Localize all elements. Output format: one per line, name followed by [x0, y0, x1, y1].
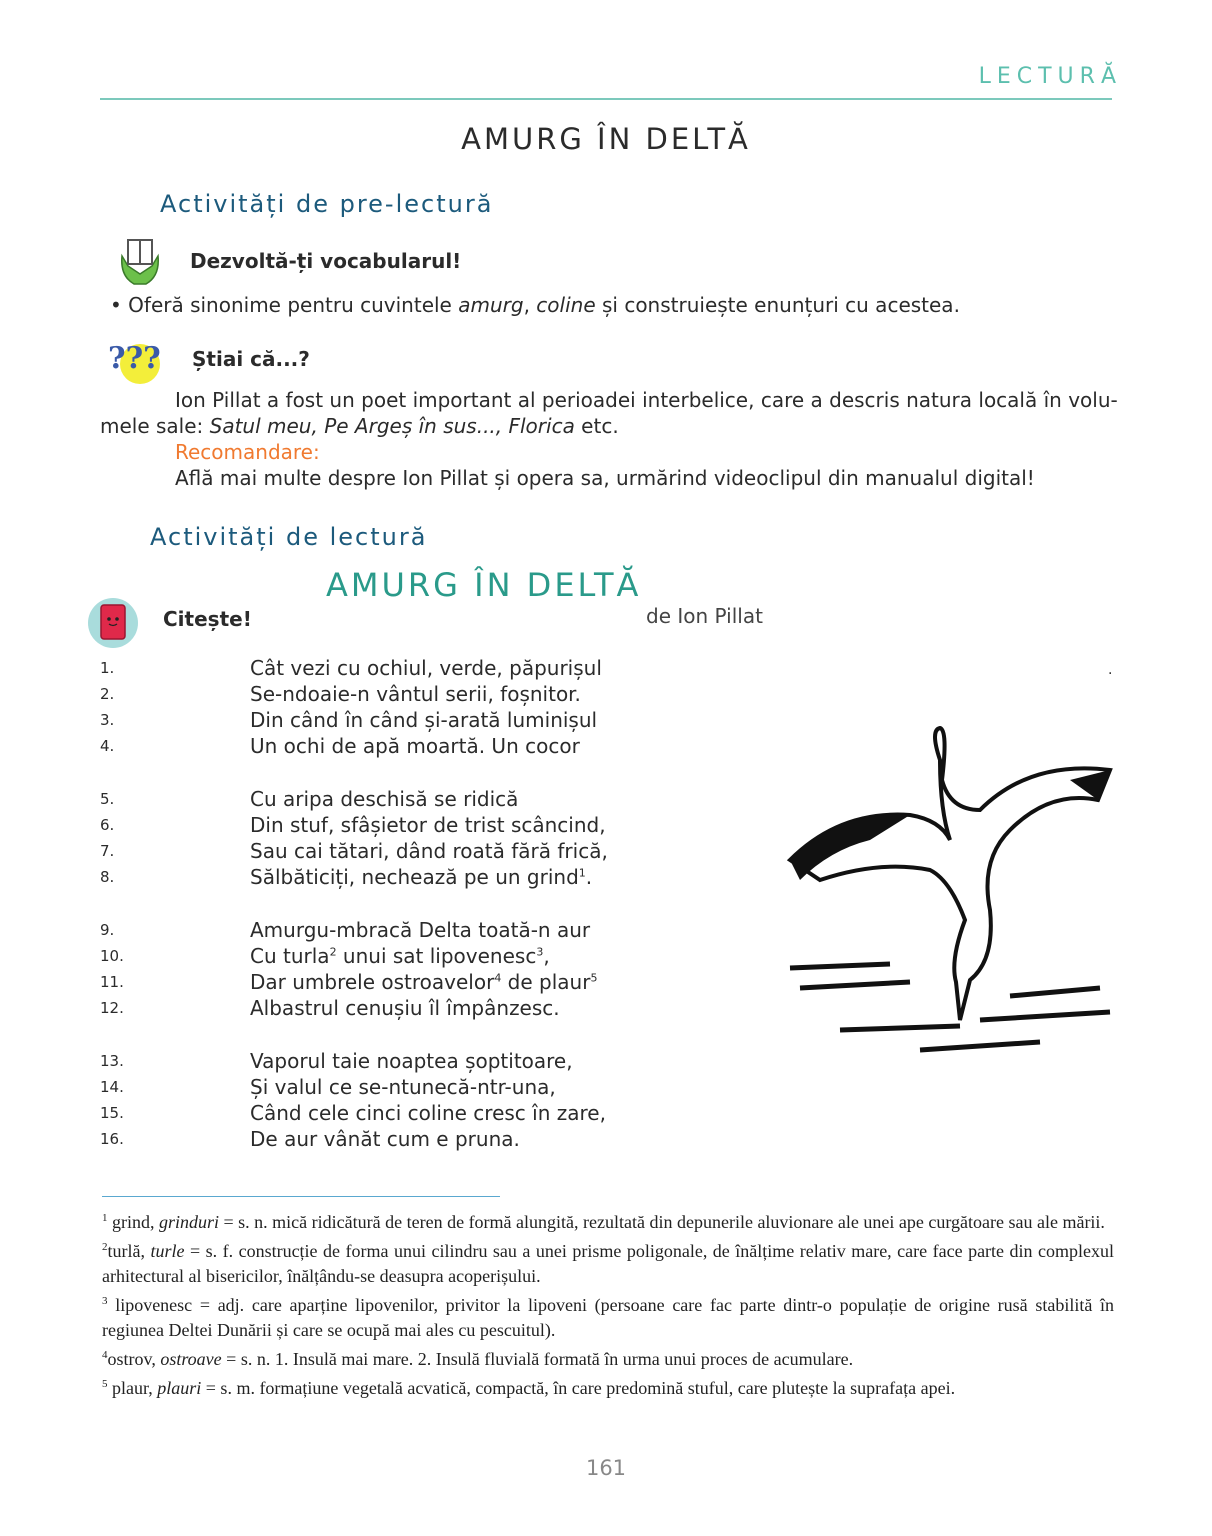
recommendation-text: Află mai multe despre Ion Pillat și opera sa, urmărind videoclipul din manualul digital! — [175, 466, 1035, 490]
line-number: 4. — [100, 737, 115, 755]
running-header: LECTURĂ — [978, 64, 1122, 89]
line-text — [250, 708, 597, 732]
line-text — [250, 865, 592, 889]
footnote-term: turlă, — [107, 1241, 151, 1261]
footnote-plural: turle — [150, 1241, 185, 1261]
header-divider — [100, 98, 1112, 100]
line-text — [250, 918, 590, 942]
poem-line — [100, 1049, 660, 1075]
text: mele sale: — [100, 414, 210, 438]
vocab-task — [110, 292, 960, 318]
reading-heading: Activități de lectură — [150, 523, 428, 551]
read-label: Citește! — [163, 607, 252, 631]
line-text — [250, 839, 608, 863]
poem-line — [100, 1127, 660, 1153]
text-segment: Sau cai tătari, dând roată fără frică, — [250, 839, 608, 863]
footnote — [102, 1289, 1114, 1343]
line-text — [250, 682, 581, 706]
comma: , — [523, 293, 537, 317]
footnote — [102, 1206, 1114, 1235]
footnotes — [102, 1206, 1114, 1401]
paragraph-line — [100, 413, 1114, 439]
vocab-label: Dezvoltă-ți vocabularul! — [190, 249, 462, 273]
text-segment: Cât vezi cu ochiul, verde, păpurișul — [250, 656, 602, 680]
footnote-ref[interactable]: 5 — [590, 971, 598, 985]
footnote-definition: = s. f. construcție de forma unui cilindru sau a unei prisme poligonale, de înălțime relativ mare, care face parte din complexul arhitectural al bisericilor, înălțându-se deasupra acoperișului. — [102, 1241, 1114, 1286]
paragraph-line: Ion Pillat a fost un poet important al perioadei interbelice, care a descris natura locală în volu- — [175, 388, 1118, 412]
footnote-ref[interactable]: 4 — [494, 971, 502, 985]
task-text: și construiește enunțuri cu acestea. — [595, 293, 960, 317]
book-hands-icon — [114, 236, 166, 288]
crane-bird-illustration-icon — [780, 720, 1115, 1065]
footnote-number: 4 — [102, 1349, 108, 1361]
line-number: 11. — [100, 973, 124, 991]
footnote-plural: grinduri — [159, 1212, 220, 1232]
poem-line — [100, 1101, 660, 1127]
line-number: 2. — [100, 685, 115, 703]
footnote-definition: = s. n. mică ridicătură de teren de formă alungită, rezultată din depunerile aluvionare ale unei ape curgătoare sau ale mării. — [219, 1212, 1105, 1232]
poem-line — [100, 813, 660, 839]
footnote-divider — [102, 1196, 500, 1197]
line-number: 7. — [100, 842, 115, 860]
poem-line — [100, 865, 660, 891]
text-segment: Sălbăticiți, nechează pe un grind — [250, 865, 579, 889]
poem-author: de Ion Pillat — [646, 604, 763, 628]
question-marks-icon — [106, 334, 166, 386]
footnote-plural: plauri — [157, 1378, 202, 1398]
footnote — [102, 1343, 1114, 1372]
line-number: 9. — [100, 921, 115, 939]
footnote — [102, 1372, 1114, 1401]
footnote-ref[interactable]: 2 — [329, 945, 337, 959]
poem-line — [100, 918, 660, 944]
line-text — [250, 996, 560, 1020]
book-face-icon — [86, 596, 140, 650]
line-text — [250, 656, 602, 680]
line-text — [250, 813, 606, 837]
text-segment: Din stuf, sfâșietor de trist scâncind, — [250, 813, 606, 837]
line-text — [250, 787, 518, 811]
poem-line — [100, 970, 660, 996]
text-segment: Vaporul taie noaptea șoptitoare, — [250, 1049, 573, 1073]
text-segment: , — [543, 944, 550, 968]
footnote-term: ostrov, — [107, 1349, 161, 1369]
text-segment: Cu aripa deschisă se ridică — [250, 787, 519, 811]
footnote-ref[interactable]: 3 — [536, 945, 544, 959]
line-text — [250, 970, 597, 994]
line-text — [250, 1049, 573, 1073]
word-coline: coline — [536, 293, 596, 317]
line-number: 14. — [100, 1078, 124, 1096]
text-segment: Din când în când și-arată luminișul — [250, 708, 598, 732]
did-you-know-label: Știai că...? — [192, 347, 310, 371]
text-segment: Albastrul cenușiu îl împânzesc. — [250, 996, 560, 1020]
poem-line — [100, 944, 660, 970]
footnote-number: 3 — [102, 1295, 108, 1307]
footnote-definition: = s. m. formațiune vegetală acvatică, compactă, în care predomină stuful, care plutește la suprafața apei. — [201, 1378, 956, 1398]
line-number: 13. — [100, 1052, 124, 1070]
line-text — [250, 1127, 520, 1151]
text-segment: Un ochi de apă moartă. Un cocor — [250, 734, 580, 758]
poem-line — [100, 839, 660, 865]
text-segment: Când cele cinci coline cresc în zare, — [250, 1101, 606, 1125]
line-number: 15. — [100, 1104, 124, 1122]
text-segment: de plaur — [501, 970, 591, 994]
line-number: 3. — [100, 711, 115, 729]
line-text — [250, 734, 580, 758]
footnote — [102, 1235, 1114, 1289]
text-segment: Și valul ce se-ntunecă-ntr-una, — [250, 1075, 556, 1099]
text: etc. — [574, 414, 619, 438]
footnote-term: lipovenesc = adj. care aparține lipovenilor, privitor la lipoveni (persoane care fac parte dintr-o populație de origine rusă stabilită în regiunea Deltei Dunării și care se ocupă mai ales cu pescuitul). — [102, 1295, 1114, 1340]
text-segment: unui sat lipovenesc — [336, 944, 537, 968]
svg-text:???: ??? — [108, 341, 161, 376]
pre-reading-heading: Activități de pre-lectură — [160, 190, 494, 218]
footnote-term: plaur, — [107, 1378, 158, 1398]
line-number: 16. — [100, 1130, 124, 1148]
poem-line — [100, 682, 660, 708]
poem-line — [100, 734, 660, 760]
poem-title: AMURG ÎN DELTĂ — [326, 566, 642, 604]
poem-line — [100, 708, 660, 734]
footnote-definition: = s. n. 1. Insulă mai mare. 2. Insulă fluvială formată în urma unui proces de acumulare. — [221, 1349, 854, 1369]
poem-line — [100, 787, 660, 813]
poem-line — [100, 656, 660, 682]
stray-dot: · — [1108, 666, 1113, 682]
footnote-number: 1 — [102, 1212, 108, 1224]
line-number: 8. — [100, 868, 115, 886]
line-number: 1. — [100, 659, 115, 677]
footnote-ref[interactable]: 1 — [578, 866, 586, 880]
page-number: 161 — [585, 1456, 627, 1480]
line-text — [250, 1101, 606, 1125]
footnote-number: 2 — [102, 1241, 108, 1253]
line-number: 5. — [100, 790, 115, 808]
line-text — [250, 944, 550, 968]
word-amurg: amurg — [458, 293, 524, 317]
line-number: 12. — [100, 999, 124, 1017]
text-segment: De aur vânăt cum e pruna. — [250, 1127, 520, 1151]
page-title: AMURG ÎN DELTĂ — [461, 122, 751, 156]
volume-titles: Satul meu, Pe Argeș în sus..., Florica — [209, 414, 575, 438]
line-number: 10. — [100, 947, 124, 965]
text-segment: . — [585, 865, 593, 889]
task-text: • Oferă sinonime pentru cuvintele — [110, 293, 459, 317]
poem-line — [100, 1075, 660, 1101]
footnote-plural: ostroave — [160, 1349, 222, 1369]
text-segment: Se-ndoaie-n vântul serii, foșnitor. — [250, 682, 581, 706]
recommendation-label: Recomandare: — [175, 440, 320, 464]
footnote-term: grind, — [107, 1212, 159, 1232]
text-segment: Cu turla — [250, 944, 330, 968]
footnote-number: 5 — [102, 1378, 108, 1390]
line-number: 6. — [100, 816, 115, 834]
did-you-know-text — [100, 387, 1118, 491]
text-segment: Amurgu-mbracă Delta toată-n aur — [250, 918, 591, 942]
line-text — [250, 1075, 556, 1099]
poem-line — [100, 996, 660, 1022]
text-segment: Dar umbrele ostroavelor — [250, 970, 495, 994]
